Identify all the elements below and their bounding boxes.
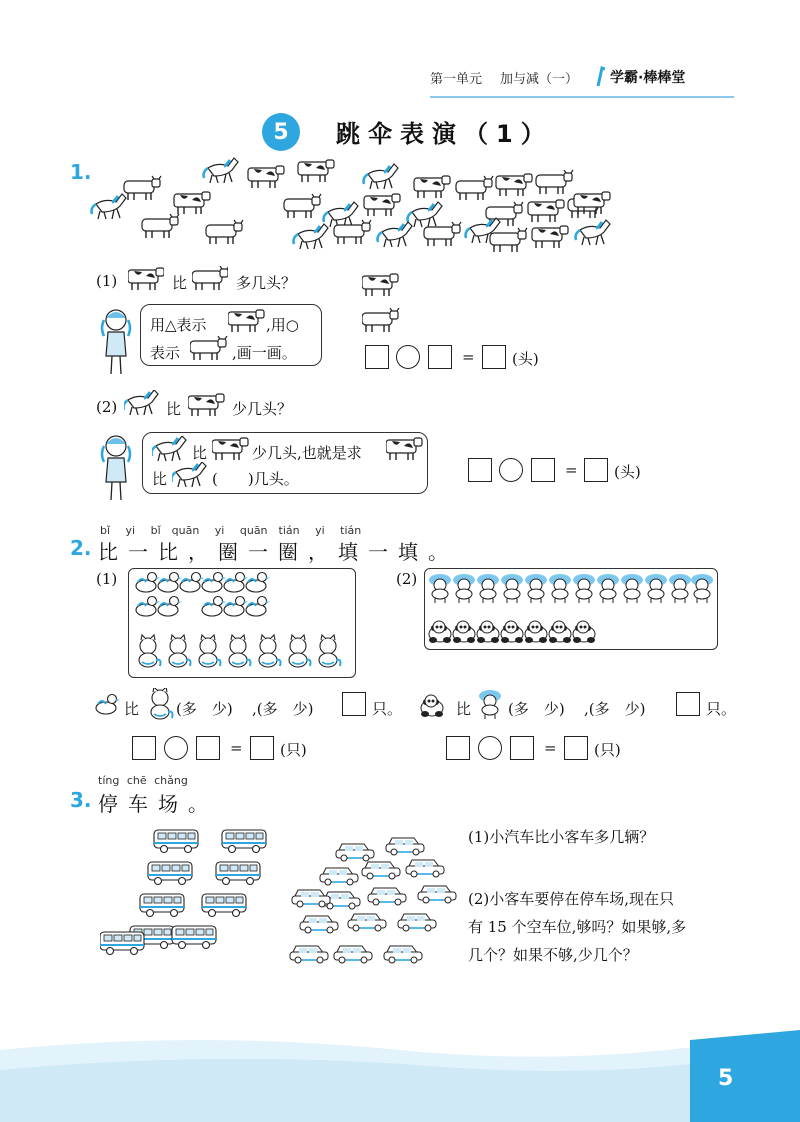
q1-part1-question: 多几头？ — [236, 274, 297, 292]
answer-box[interactable] — [132, 736, 156, 760]
ox-icon — [192, 266, 228, 292]
answer-box[interactable] — [482, 345, 506, 369]
lesson-number-badge: 5 — [262, 113, 300, 151]
q2-right-unit: 只。 — [706, 700, 737, 718]
q3-question-2-line-1: (2)小客车要停在停车场,现在只 — [468, 890, 675, 908]
answer-box[interactable] — [428, 345, 452, 369]
sheep-icon — [478, 688, 506, 722]
parking-lot-illustration — [100, 824, 460, 974]
answer-box[interactable] — [531, 458, 555, 482]
answer-box[interactable] — [342, 692, 366, 716]
q1-part1-label: (1) — [96, 272, 118, 290]
unit-label: (只) — [280, 741, 307, 759]
q1-part2-question: 少几头？ — [232, 400, 293, 418]
answer-box[interactable] — [250, 736, 274, 760]
q2-right-choice-1[interactable]: (多 少) — [508, 700, 565, 718]
operator-circle[interactable] — [396, 345, 420, 369]
q1-part2-label: (2) — [96, 398, 118, 416]
operator-circle[interactable] — [164, 736, 188, 760]
answer-box[interactable] — [676, 692, 700, 716]
question-3-number: 3. — [70, 788, 92, 812]
lesson-title: 跳伞表演（1） — [336, 120, 553, 148]
cow-icon — [386, 436, 424, 462]
page-number: 5 — [718, 1066, 734, 1091]
horse-icon — [172, 462, 210, 490]
cow-icon — [128, 266, 164, 292]
answer-box[interactable] — [564, 736, 588, 760]
equals-sign: = — [462, 348, 475, 366]
answer-box[interactable] — [468, 458, 492, 482]
cow-icon — [212, 436, 250, 462]
equals-sign: = — [230, 739, 243, 757]
cow-icon — [228, 308, 266, 334]
equals-sign: = — [565, 461, 578, 479]
q1-part2-compare: 比 — [166, 400, 182, 418]
cat-icon — [146, 688, 176, 724]
brand-logo — [596, 66, 685, 88]
footer-wave-decoration — [0, 1000, 800, 1122]
girl-icon — [98, 306, 134, 378]
bubble1-text-b: ,用○ — [266, 316, 299, 334]
q2-left-compare: 比 — [124, 700, 140, 718]
answer-box[interactable] — [510, 736, 534, 760]
operator-circle[interactable] — [478, 736, 502, 760]
q2-pinyin: bǐ yi bǐ quān yi quān tián yi tián — [100, 524, 362, 537]
q2-left-choice-2[interactable]: ,(多 少) — [252, 700, 314, 718]
q2-right-compare: 比 — [456, 700, 472, 718]
bubble1-text-d: ,画一画。 — [232, 344, 297, 362]
cows-and-horses-illustration — [88, 150, 618, 258]
answer-box[interactable] — [365, 345, 389, 369]
equals-sign: = — [544, 739, 557, 757]
unit-label: (头) — [512, 350, 539, 368]
ox-legend-icon — [362, 308, 400, 334]
q3-heading: 停车场。 — [98, 792, 218, 816]
unit-label: (只) — [594, 741, 621, 759]
bubble1-text-a: 用△表示 — [150, 316, 207, 334]
girl-icon — [98, 432, 134, 504]
question-2-number: 2. — [70, 536, 92, 560]
q2-left-unit: 只。 — [372, 700, 403, 718]
operator-circle[interactable] — [499, 458, 523, 482]
q2-panel2-label: (2) — [396, 570, 418, 588]
q3-question-2-line-3: 几个？如果不够,少几个？ — [468, 946, 638, 964]
bubble1-text-c: 表示 — [150, 344, 181, 362]
ox-icon — [190, 336, 228, 362]
q3-question-1: (1)小汽车比小客车多几辆？ — [468, 828, 655, 846]
bubble2-text-c: 比 — [152, 470, 168, 488]
page-header — [430, 62, 685, 92]
ducks-and-cats-illustration — [134, 570, 354, 676]
horse-icon — [152, 436, 190, 464]
answer-box[interactable] — [584, 458, 608, 482]
duck-icon — [94, 692, 124, 720]
panda-icon — [420, 692, 450, 722]
answer-box[interactable] — [446, 736, 470, 760]
cow-icon — [188, 392, 226, 418]
horse-icon — [124, 390, 162, 418]
sheep-and-pandas-illustration — [428, 572, 716, 648]
cow-legend-icon — [362, 272, 400, 298]
q2-panel1-label: (1) — [96, 570, 118, 588]
chapter-label: 加与减（一） — [500, 71, 579, 87]
q2-left-choice-1[interactable]: (多 少) — [176, 700, 233, 718]
answer-box[interactable] — [196, 736, 220, 760]
brand-icon — [596, 66, 606, 88]
bubble2-text-a: 比 — [192, 444, 208, 462]
q2-right-choice-2[interactable]: ,(多 少) — [584, 700, 646, 718]
unit-label: 第一单元 — [430, 71, 483, 87]
q1-part1-compare: 比 — [172, 274, 188, 292]
question-1-number: 1. — [70, 160, 92, 184]
bubble2-text-b: 少几头,也就是求 — [252, 444, 362, 462]
q3-pinyin: tíng chē chǎng — [98, 774, 188, 787]
bubble2-text-d: ( )几头。 — [212, 470, 299, 488]
unit-label: (头) — [614, 463, 641, 481]
brand-name: 学霸·棒棒堂 — [610, 70, 686, 86]
header-divider — [430, 96, 734, 98]
q3-question-2-line-2: 有 15 个空车位,够吗？如果够,多 — [468, 918, 687, 936]
q2-heading: 比一比，圈一圈，填一填。 — [98, 540, 458, 564]
